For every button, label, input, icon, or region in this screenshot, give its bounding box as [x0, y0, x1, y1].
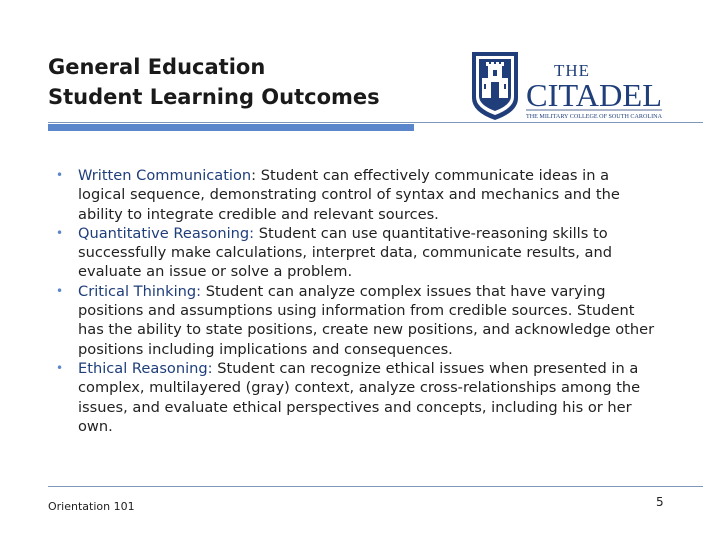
outcome-term: Written Communication	[78, 167, 252, 184]
outcome-term: Ethical Reasoning:	[78, 359, 213, 377]
outcome-description: Student can analyze complex issues that have varying positions and assumptions using information from credible sources. Student has the ability to state positions, create new positions, and acknowledge other positions including implications and consequences.	[78, 282, 655, 358]
citadel-shield-icon	[472, 52, 518, 120]
logo-tagline: THE MILITARY COLLEGE OF SOUTH CAROLINA	[526, 114, 663, 120]
bullet-icon: •	[56, 360, 64, 375]
outcomes-list	[56, 166, 656, 436]
outcome-description: : Student can effectively communicate ideas in a logical sequence, demonstrating control of syntax and mechanics and the ability to integrate credible and relevant sources.	[78, 167, 620, 223]
slide-title-line-1: General Education	[48, 55, 266, 79]
outcome-quantitative-reasoning	[56, 224, 656, 282]
footer-text: Orientation 101	[48, 500, 135, 513]
outcome-description: Student can recognize ethical issues when presented in a complex, multilayered (gray) context, analyze cross-relationships among the issues, and evaluate ethical perspectives and concepts, including his or her own.	[78, 359, 641, 435]
slide-title	[48, 52, 380, 112]
header-accent-bar	[48, 124, 414, 131]
outcome-description: Student can use quantitative-reasoning skills to successfully make calculations, interpret data, communicate results, and evaluate an issue or solve a problem.	[78, 224, 612, 281]
citadel-logo	[470, 46, 710, 122]
bullet-icon: •	[56, 168, 64, 182]
logo-word-the: THE	[554, 61, 591, 80]
page-number: 5	[656, 495, 664, 509]
bullet-icon: •	[56, 225, 64, 240]
header-rule	[48, 122, 703, 123]
footer-rule	[48, 486, 703, 487]
logo-word-citadel: CITADEL	[526, 77, 662, 113]
outcome-ethical-reasoning	[56, 359, 656, 436]
outcome-term: Quantitative Reasoning:	[78, 224, 255, 242]
outcome-critical-thinking	[56, 282, 656, 359]
outcome-term: Critical Thinking:	[78, 282, 202, 300]
bullet-icon: •	[56, 283, 64, 298]
outcome-written-communication	[56, 166, 656, 224]
slide-title-line-2: Student Learning Outcomes	[48, 85, 380, 109]
